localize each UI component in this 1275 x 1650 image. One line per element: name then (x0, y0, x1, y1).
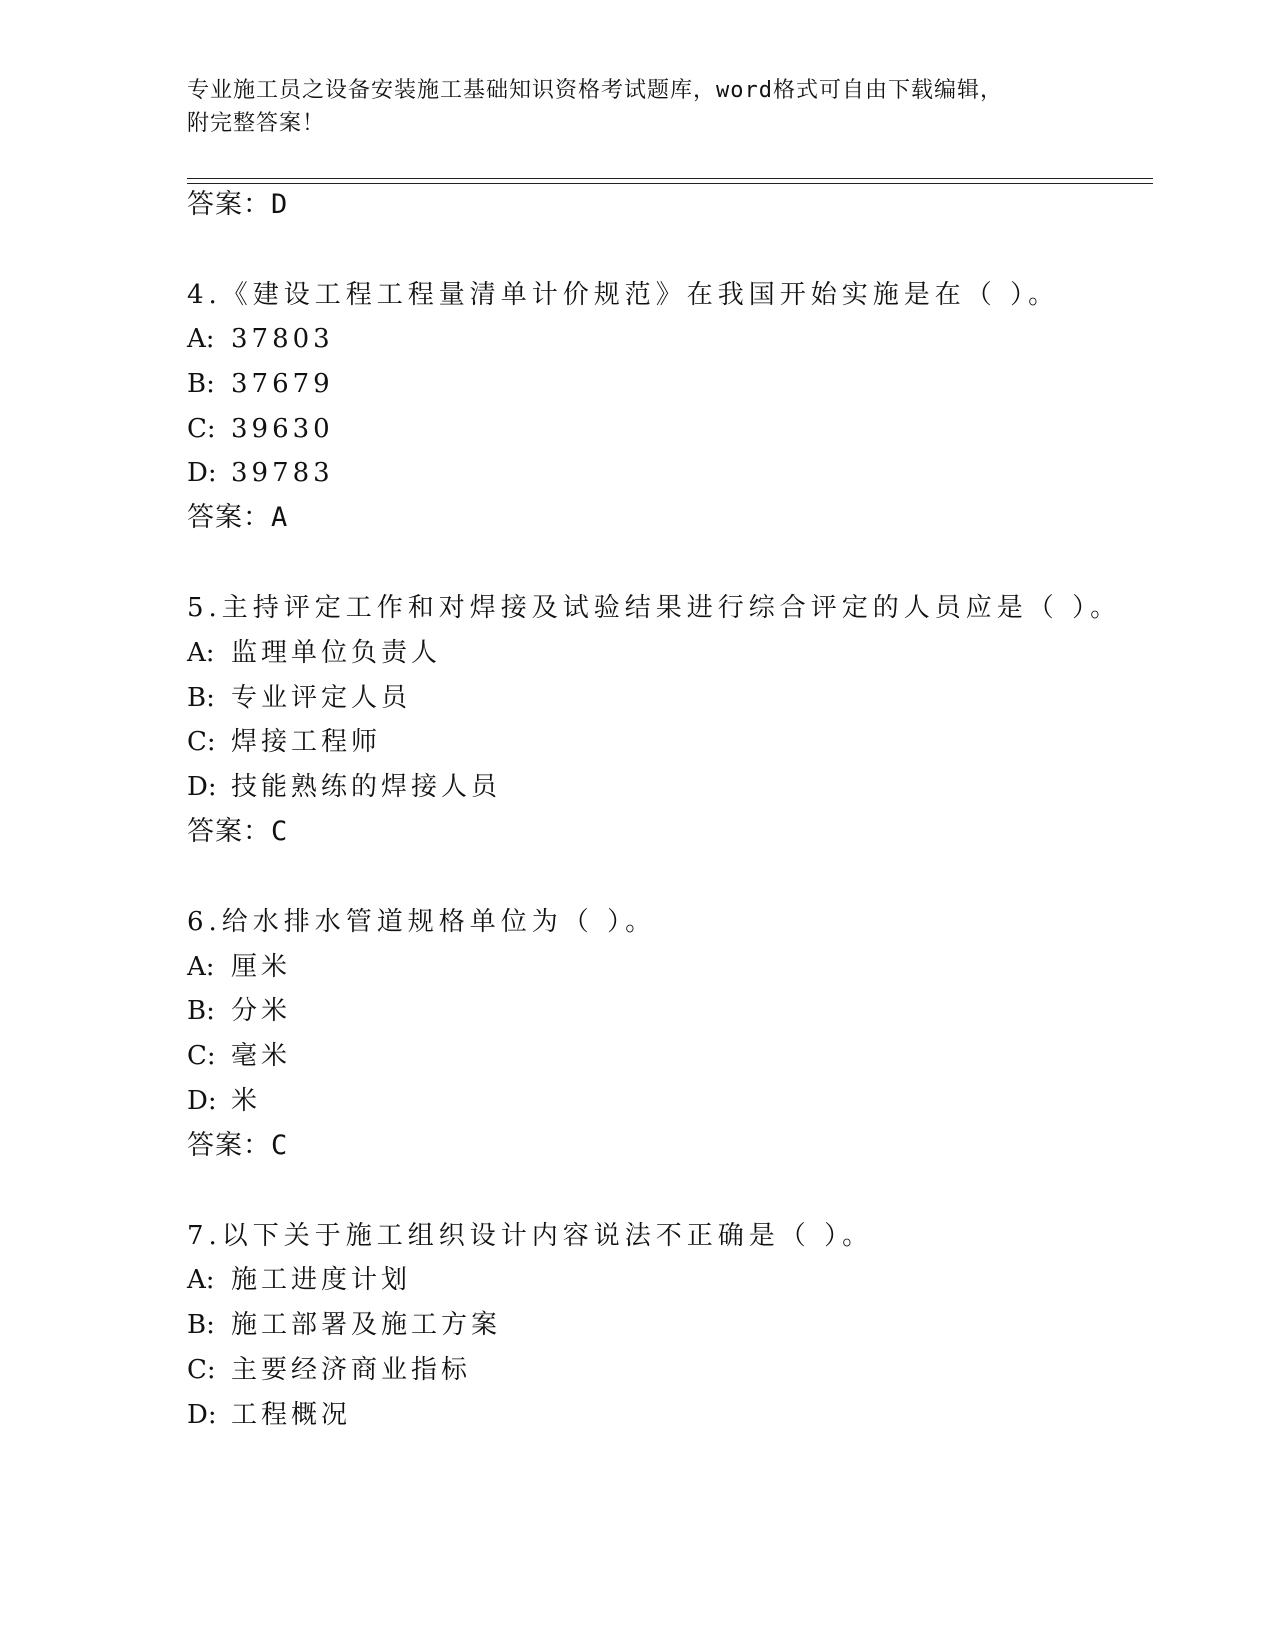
option-text: 37803 (231, 324, 334, 354)
option-label: D: (187, 772, 217, 802)
answer-line (187, 817, 288, 847)
answer-label: 答案： (187, 1130, 271, 1161)
option-7c (187, 1355, 471, 1385)
option-label: A: (187, 324, 215, 354)
option-4a (187, 324, 334, 354)
option-text: 37679 (231, 369, 334, 399)
answer-line (187, 190, 288, 220)
option-label: D: (187, 1086, 217, 1116)
option-5c (187, 727, 381, 757)
option-text: 施工部署及施工方案 (231, 1310, 502, 1340)
option-4b (187, 369, 334, 399)
option-7b (187, 1310, 501, 1340)
option-text: 监理单位负责人 (231, 638, 442, 668)
option-label: C: (187, 727, 216, 757)
option-text: 米 (231, 1086, 262, 1116)
option-text: 施工进度计划 (231, 1265, 412, 1295)
option-4c (187, 414, 334, 444)
option-label: B: (187, 996, 215, 1026)
answer-value: C (271, 816, 289, 847)
option-4d (187, 458, 334, 488)
option-5b (187, 683, 411, 713)
option-text: 厘米 (231, 952, 292, 982)
option-text: 39783 (231, 458, 334, 488)
option-label: A: (187, 1265, 215, 1295)
answer-label: 答案： (187, 816, 271, 847)
option-text: 技能熟练的焊接人员 (231, 772, 502, 802)
option-5a (187, 638, 441, 668)
option-6a (187, 952, 291, 982)
option-label: B: (187, 369, 215, 399)
answer-value: A (271, 502, 289, 533)
option-label: A: (187, 638, 215, 668)
header-divider-top (187, 178, 1153, 179)
option-6d (187, 1086, 261, 1116)
option-text: 39630 (231, 414, 334, 444)
option-label: C: (187, 1355, 216, 1385)
option-text: 分米 (231, 996, 292, 1026)
option-text: 毫米 (231, 1041, 292, 1071)
document-header (187, 74, 1087, 140)
option-label: D: (187, 458, 217, 488)
option-6c (187, 1041, 291, 1071)
option-text: 主要经济商业指标 (231, 1355, 472, 1385)
option-text: 工程概况 (231, 1400, 352, 1430)
header-divider-bottom (187, 183, 1153, 184)
question-4: 4.《建设工程工程量清单计价规范》在我国开始实施是在（ ）。 (187, 280, 1060, 310)
answer-line (187, 1131, 288, 1161)
header-line-2: 附完整答案！ (187, 111, 326, 136)
option-label: A: (187, 952, 215, 982)
option-5d (187, 772, 501, 802)
question-7: 7.以下关于施工组织设计内容说法不正确是（ ）。 (187, 1221, 874, 1251)
option-label: B: (187, 1310, 215, 1340)
option-6b (187, 996, 291, 1026)
option-label: C: (187, 414, 216, 444)
option-text: 焊接工程师 (231, 727, 382, 757)
option-7d (187, 1400, 351, 1430)
option-label: C: (187, 1041, 216, 1071)
header-line-1: 专业施工员之设备安装施工基础知识资格考试题库，word格式可自由下载编辑， (187, 78, 1003, 103)
question-5: 5.主持评定工作和对焊接及试验结果进行综合评定的人员应是（ ）。 (187, 593, 1122, 623)
answer-value: D (271, 189, 289, 220)
answer-label: 答案： (187, 189, 271, 220)
option-label: B: (187, 683, 215, 713)
answer-label: 答案： (187, 502, 271, 533)
answer-line (187, 503, 288, 533)
option-text: 专业评定人员 (231, 683, 412, 713)
answer-value: C (271, 1130, 289, 1161)
question-6: 6.给水排水管道规格单位为（ ）。 (187, 907, 657, 937)
option-label: D: (187, 1400, 217, 1430)
option-7a (187, 1265, 411, 1295)
